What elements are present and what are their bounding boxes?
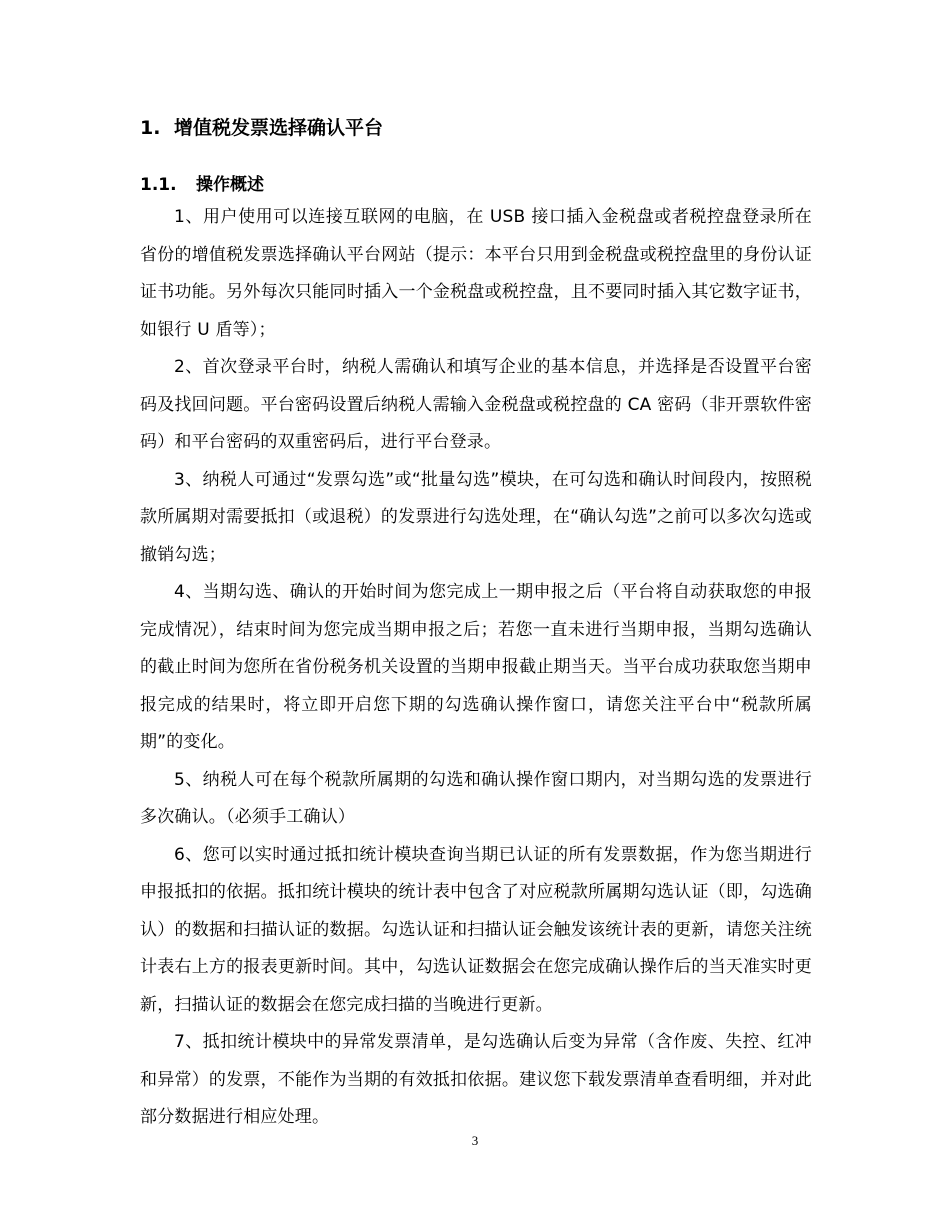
section-heading	[140, 113, 383, 140]
paragraph-6: 6、您可以实时通过抵扣统计模块查询当期已认证的所有发票数据，作为您当期进行申报抵扣的依据。抵扣统计模块的统计表中包含了对应税款所属期勾选认证（即，勾选确认）的数据和扫描认证的数据。勾选认证和扫描认证会触发该统计表的更新，请您关注统计表右上方的报表更新时间。其中，勾选认证数据会在您完成确认操作后的当天准实时更新，扫描认证的数据会在您完成扫描的当晚进行更新。	[140, 844, 812, 1015]
paragraph-5: 5、纳税人可在每个税款所属期的勾选和确认操作窗口期内，对当期勾选的发票进行多次确认。（必须手工确认）	[140, 769, 812, 827]
paragraph-4: 4、当期勾选、确认的开始时间为您完成上一期申报之后（平台将自动获取您的申报完成情况），结束时间为您完成当期申报之后；若您一直未进行当期申报，当期勾选确认的截止时间为您所在省份税务机关设置的当期申报截止期当天。当平台成功获取您当期申报完成的结果时，将立即开启您下期的勾选确认操作窗口，请您关注平台中“税款所属期”的变化。	[140, 582, 812, 752]
paragraph-3: 3、纳税人可通过“发票勾选”或“批量勾选”模块，在可勾选和确认时间段内，按照税款所属期对需要抵扣（或退税）的发票进行勾选处理，在“确认勾选”之前可以多次勾选或撤销勾选；	[140, 469, 812, 565]
subsection-number: 1.1.	[140, 175, 177, 195]
section-title: 增值税发票选择确认平台	[174, 117, 384, 139]
paragraph-2: 2、首次登录平台时，纳税人需确认和填写企业的基本信息，并选择是否设置平台密码及找回问题。平台密码设置后纳税人需输入金税盘或税控盘的 CA 密码（非开票软件密码）和平台密码的双重密码后，进行平台登录。	[140, 357, 812, 452]
page-number: 3	[471, 1133, 479, 1148]
subsection-title: 操作概述	[196, 175, 264, 195]
paragraph-7: 7、抵扣统计模块中的异常发票清单，是勾选确认后变为异常（含作废、失控、红冲和异常）的发票，不能作为当期的有效抵扣依据。建议您下载发票清单查看明细，并对此部分数据进行相应处理。	[140, 1032, 812, 1127]
body-text	[140, 199, 812, 1137]
paragraph-1: 1、用户使用可以连接互联网的电脑，在 USB 接口插入金税盘或者税控盘登录所在省份的增值税发票选择确认平台网站（提示：本平台只用到金税盘或税控盘里的身份认证证书功能。另外每次只能同时插入一个金税盘或税控盘，且不要同时插入其它数字证书，如银行 U 盾等）；	[140, 207, 812, 340]
section-number: 1.	[140, 117, 161, 139]
subsection-heading	[140, 170, 264, 195]
